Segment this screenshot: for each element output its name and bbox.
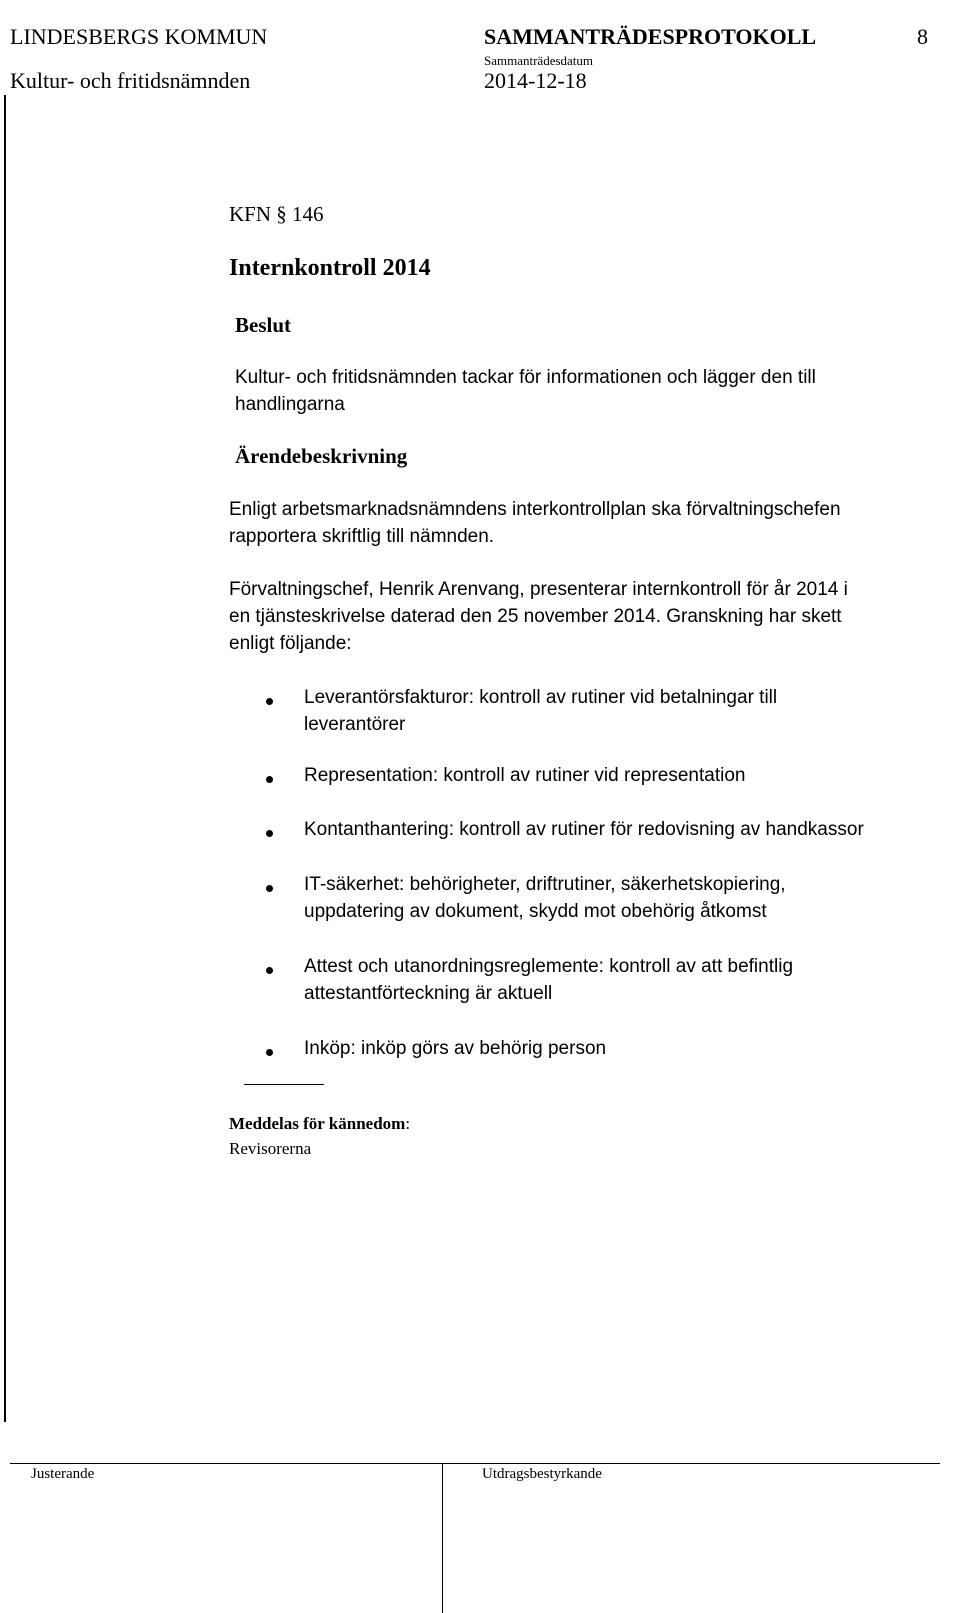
footer-line [10,1463,940,1464]
meeting-date: 2014-12-18 [484,68,587,93]
bullet-icon [266,830,273,837]
footer-divider [442,1463,443,1613]
justerande-label: Justerande [31,1466,95,1482]
notice-label: Meddelas för kännedom: [229,1114,411,1133]
protocol-title: SAMMANTRÄDESPROTOKOLL [484,24,817,49]
decision-text: Kultur- och fritidsnämnden tackar för informationen och lägger den till handlingarna [235,367,816,415]
committee-name: Kultur- och fritidsnämnden [10,68,251,93]
bullet-icon [266,885,273,892]
separator-line [244,1084,324,1085]
page-number: 8 [917,24,928,49]
utdragsbestyrkande-label: Utdragsbestyrkande [482,1466,602,1482]
notice-recipient: Revisorerna [229,1139,312,1158]
bullet-icon [266,698,273,705]
description-heading: Ärendebeskrivning [235,444,408,468]
bullet-icon [266,1049,273,1056]
list-item: IT-säkerhet: behörigheter, driftrutiner, säkerhetskopiering, uppdatering av dokument, skydd mot obehörig åtkomst [304,874,786,922]
date-label: Sammanträdesdatum [484,53,594,68]
case-title: Internkontroll 2014 [229,255,431,281]
description-paragraph-1: Enligt arbetsmarknadsnämndens interkontrollplan ska förvaltningschefen rapportera skriftlig till nämnden. [229,499,841,547]
bullet-icon [266,967,273,974]
case-number: KFN § 146 [229,202,324,226]
list-item: Representation: kontroll av rutiner vid representation [304,765,746,786]
left-margin-line [4,95,6,1422]
description-paragraph-2: Förvaltningschef, Henrik Arenvang, presenterar internkontroll för år 2014 i en tjänsteskrivelse daterad den 25 november 2014. Granskning har skett enligt följande: [229,579,848,654]
bullet-icon [266,776,273,783]
list-item: Kontanthantering: kontroll av rutiner för redovisning av handkassor [304,819,864,840]
list-item: Inköp: inköp görs av behörig person [304,1038,607,1059]
list-item: Leverantörsfakturor: kontroll av rutiner vid betalningar till leverantörer [304,687,778,735]
decision-heading: Beslut [235,313,292,337]
list-item: Attest och utanordningsreglemente: kontroll av att befintlig attestantförteckning är aktuell [304,956,794,1004]
municipality-name: LINDESBERGS KOMMUN [10,24,268,49]
